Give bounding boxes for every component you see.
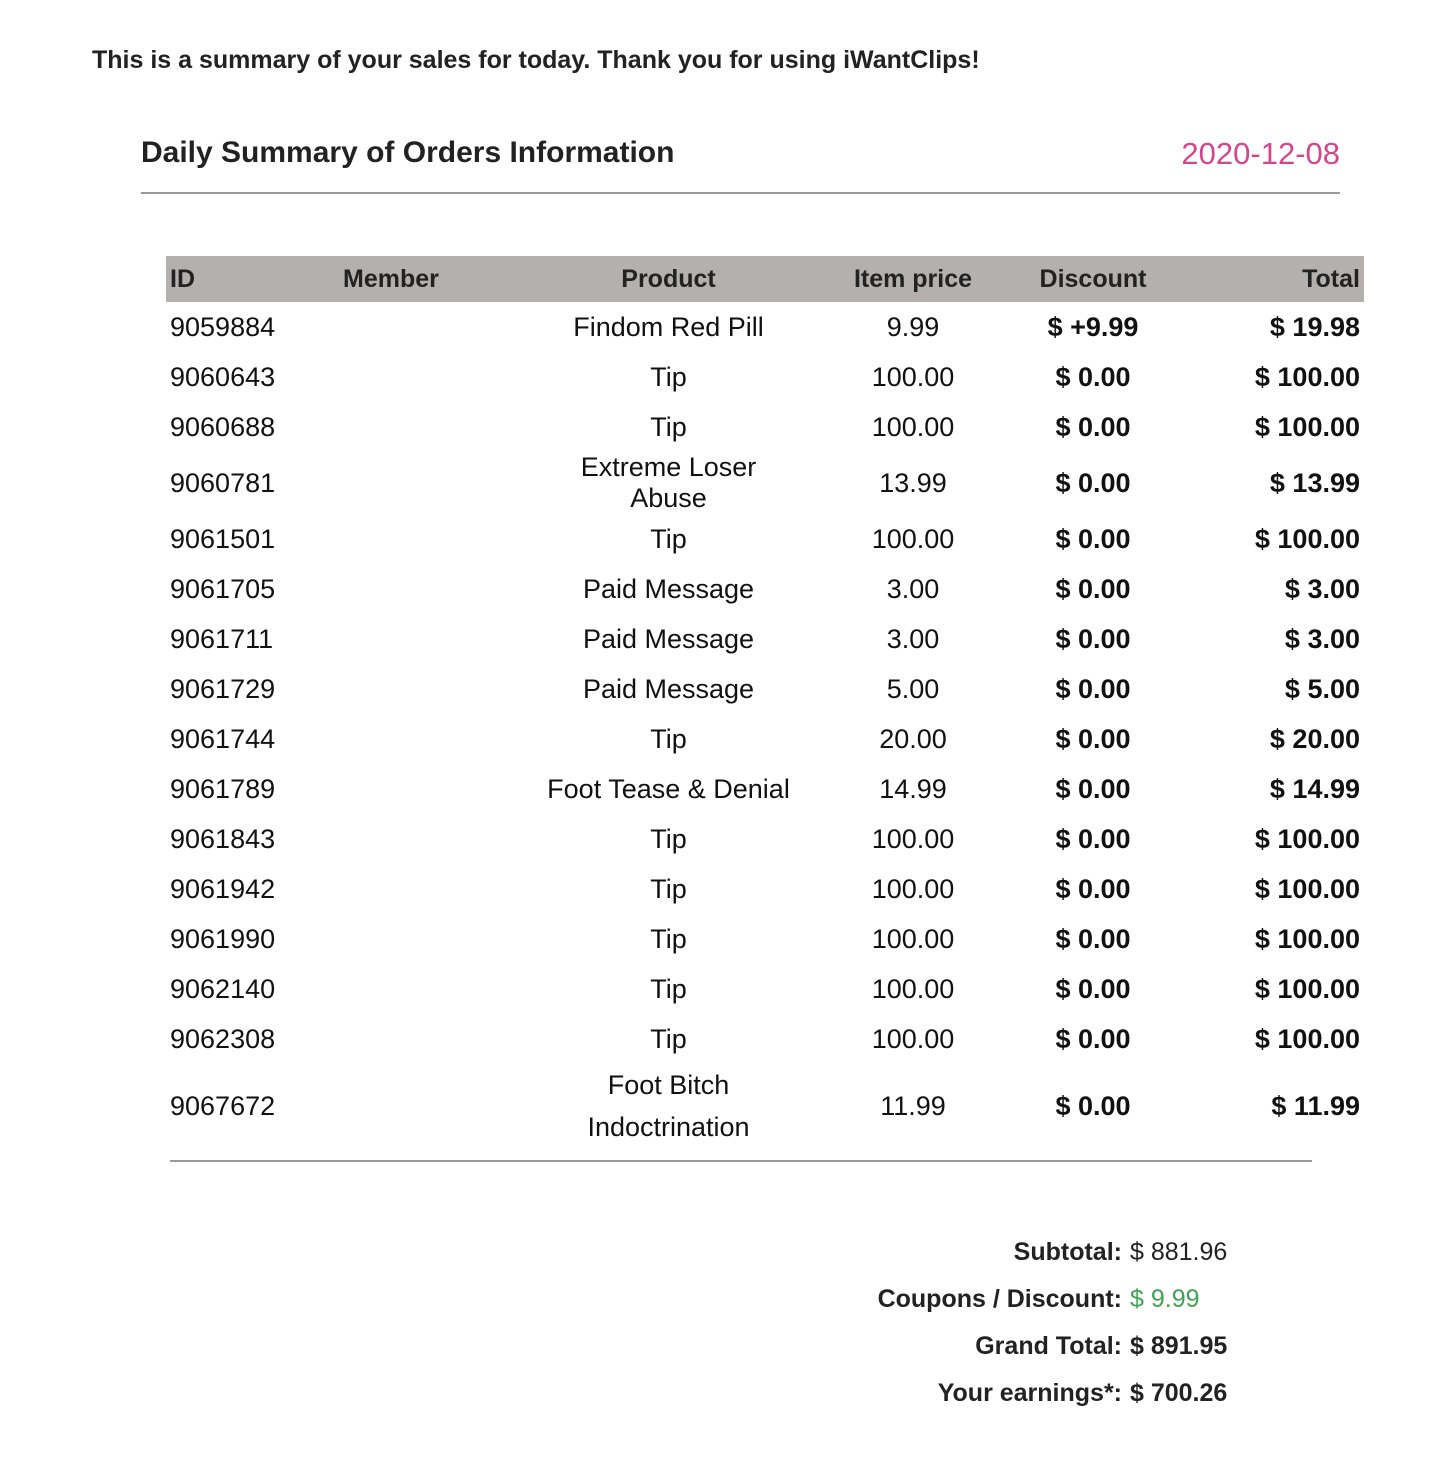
- cell-discount: $ 0.00: [1055, 973, 1131, 1004]
- table-header-row: [166, 256, 1364, 302]
- table-row: [166, 664, 1364, 714]
- table-divider: [170, 1160, 1312, 1162]
- cell-id: 9061789: [170, 773, 276, 804]
- cell-member: [339, 814, 537, 864]
- cell-product: Foot Bitch Indoctrination: [587, 1070, 750, 1142]
- cell-product: Tip: [650, 1023, 687, 1054]
- cell-total: $ 100.00: [1254, 923, 1360, 954]
- cell-product: Tip: [650, 823, 687, 854]
- cell-item-price: 100.00: [871, 923, 955, 954]
- cell-member: [339, 402, 537, 452]
- cell-id: 9060688: [170, 411, 276, 442]
- cell-item-price: 3.00: [886, 623, 940, 654]
- table-row: [166, 514, 1364, 564]
- cell-total: $ 11.99: [1271, 1091, 1360, 1121]
- cell-total: $ 13.99: [1269, 467, 1360, 498]
- cell-item-price: 100.00: [871, 973, 955, 1004]
- cell-total: $ 14.99: [1269, 773, 1360, 804]
- cell-total: $ 100.00: [1254, 973, 1360, 1004]
- discount-value: $ 9.99: [1130, 1285, 1200, 1313]
- cell-discount: $ 0.00: [1055, 573, 1131, 604]
- cell-item-price: 100.00: [871, 523, 955, 554]
- column-header-member: Member: [339, 256, 537, 302]
- cell-id: 9062308: [170, 1023, 276, 1054]
- cell-id: 9061990: [170, 923, 276, 954]
- table-row: [166, 1064, 1364, 1148]
- grand-total-label: Grand Total:: [975, 1332, 1122, 1360]
- cell-product: Foot Tease & Denial: [547, 773, 790, 804]
- cell-total: $ 100.00: [1254, 1023, 1360, 1054]
- cell-total: $ 3.00: [1284, 623, 1360, 654]
- cell-product: Tip: [650, 723, 687, 754]
- column-header-product: Product: [537, 256, 800, 302]
- discount-label: Coupons / Discount:: [877, 1285, 1122, 1313]
- cell-member: [339, 614, 537, 664]
- table-row: [166, 402, 1364, 452]
- cell-item-price: 13.99: [879, 467, 947, 498]
- grand-total-value: $ 891.95: [1130, 1332, 1228, 1360]
- table-row: [166, 564, 1364, 614]
- cell-id: 9061729: [170, 673, 276, 704]
- cell-product: Tip: [650, 873, 687, 904]
- cell-total: $ 5.00: [1284, 673, 1360, 704]
- cell-total: $ 20.00: [1269, 723, 1360, 754]
- table-row: [166, 864, 1364, 914]
- cell-member: [339, 964, 537, 1014]
- cell-discount: $ 0.00: [1055, 1091, 1131, 1121]
- column-header-item-price: Item price: [800, 256, 1026, 302]
- cell-product: Tip: [650, 411, 687, 442]
- cell-total: $ 100.00: [1254, 411, 1360, 442]
- cell-id: 9061942: [170, 873, 276, 904]
- cell-discount: $ 0.00: [1055, 873, 1131, 904]
- subtotal-value: $ 881.96: [1130, 1238, 1228, 1266]
- cell-member: [339, 664, 537, 714]
- cell-id: 9060643: [170, 361, 276, 392]
- grand-total-row: [632, 1332, 1232, 1379]
- intro-text: This is a summary of your sales for today. Thank you for using iWantClips!: [92, 46, 980, 74]
- cell-member: [339, 352, 537, 402]
- cell-member: [339, 514, 537, 564]
- cell-id: 9067672: [170, 1091, 276, 1121]
- table-row: [166, 302, 1364, 352]
- summary-heading: [141, 134, 1340, 194]
- cell-product: Extreme Loser Abuse: [580, 452, 757, 513]
- cell-discount: $ 0.00: [1055, 823, 1131, 854]
- cell-item-price: 100.00: [871, 823, 955, 854]
- table-row: [166, 614, 1364, 664]
- cell-discount: $ 0.00: [1055, 361, 1131, 392]
- page-title: Daily Summary of Orders Information: [141, 136, 675, 169]
- cell-product: Paid Message: [582, 673, 755, 704]
- cell-discount: $ +9.99: [1047, 311, 1139, 342]
- cell-product: Paid Message: [582, 623, 755, 654]
- cell-id: 9061843: [170, 823, 276, 854]
- cell-id: 9059884: [170, 311, 276, 342]
- cell-id: 9061744: [170, 723, 276, 754]
- cell-product: Tip: [650, 361, 687, 392]
- cell-discount: $ 0.00: [1055, 723, 1131, 754]
- table-row: [166, 964, 1364, 1014]
- cell-id: 9060781: [170, 467, 276, 498]
- cell-total: $ 100.00: [1254, 361, 1360, 392]
- column-header-discount: Discount: [1026, 256, 1160, 302]
- orders-table-body: [166, 302, 1364, 1148]
- earnings-row: [632, 1379, 1232, 1426]
- cell-discount: $ 0.00: [1055, 467, 1131, 498]
- cell-item-price: 100.00: [871, 361, 955, 392]
- cell-member: [339, 914, 537, 964]
- summary-date: 2020-12-08: [1181, 136, 1340, 171]
- totals-summary: [632, 1238, 1232, 1426]
- orders-table: [166, 256, 1364, 1148]
- cell-discount: $ 0.00: [1055, 623, 1131, 654]
- column-header-total: Total: [1160, 256, 1364, 302]
- cell-member: [339, 864, 537, 914]
- earnings-label: Your earnings*:: [937, 1379, 1122, 1407]
- cell-item-price: 14.99: [879, 773, 947, 804]
- cell-item-price: 100.00: [871, 1023, 955, 1054]
- table-row: [166, 714, 1364, 764]
- cell-product: Paid Message: [582, 573, 755, 604]
- cell-member: [339, 714, 537, 764]
- column-header-id: ID: [166, 256, 339, 302]
- earnings-value: $ 700.26: [1130, 1379, 1228, 1407]
- cell-discount: $ 0.00: [1055, 523, 1131, 554]
- subtotal-row: [632, 1238, 1232, 1285]
- cell-discount: $ 0.00: [1055, 673, 1131, 704]
- cell-item-price: 3.00: [886, 573, 940, 604]
- table-row: [166, 914, 1364, 964]
- cell-total: $ 19.98: [1269, 311, 1360, 342]
- table-row: [166, 814, 1364, 864]
- cell-id: 9061711: [170, 623, 274, 654]
- cell-product: Tip: [650, 923, 687, 954]
- cell-id: 9061501: [170, 523, 276, 554]
- cell-product: Findom Red Pill: [573, 311, 764, 342]
- cell-total: $ 3.00: [1284, 573, 1360, 604]
- cell-product: Tip: [650, 523, 687, 554]
- cell-member: [339, 1064, 537, 1148]
- cell-item-price: 20.00: [879, 723, 947, 754]
- cell-member: [339, 564, 537, 614]
- cell-item-price: 100.00: [871, 873, 955, 904]
- cell-id: 9062140: [170, 973, 276, 1004]
- cell-member: [339, 302, 537, 352]
- subtotal-label: Subtotal:: [1013, 1238, 1122, 1266]
- cell-member: [339, 452, 537, 514]
- cell-total: $ 100.00: [1254, 523, 1360, 554]
- cell-product: Tip: [650, 973, 687, 1004]
- cell-member: [339, 764, 537, 814]
- cell-discount: $ 0.00: [1055, 773, 1131, 804]
- cell-item-price: 100.00: [871, 411, 955, 442]
- cell-member: [339, 1014, 537, 1064]
- cell-total: $ 100.00: [1254, 823, 1360, 854]
- table-row: [166, 1014, 1364, 1064]
- cell-total: $ 100.00: [1254, 873, 1360, 904]
- cell-id: 9061705: [170, 573, 276, 604]
- table-row: [166, 764, 1364, 814]
- cell-item-price: 5.00: [886, 673, 940, 704]
- cell-item-price: 9.99: [886, 311, 940, 342]
- table-row: [166, 452, 1364, 514]
- cell-item-price: 11.99: [880, 1091, 946, 1121]
- discount-row: [632, 1285, 1232, 1332]
- cell-discount: $ 0.00: [1055, 1023, 1131, 1054]
- table-row: [166, 352, 1364, 402]
- cell-discount: $ 0.00: [1055, 411, 1131, 442]
- cell-discount: $ 0.00: [1055, 923, 1131, 954]
